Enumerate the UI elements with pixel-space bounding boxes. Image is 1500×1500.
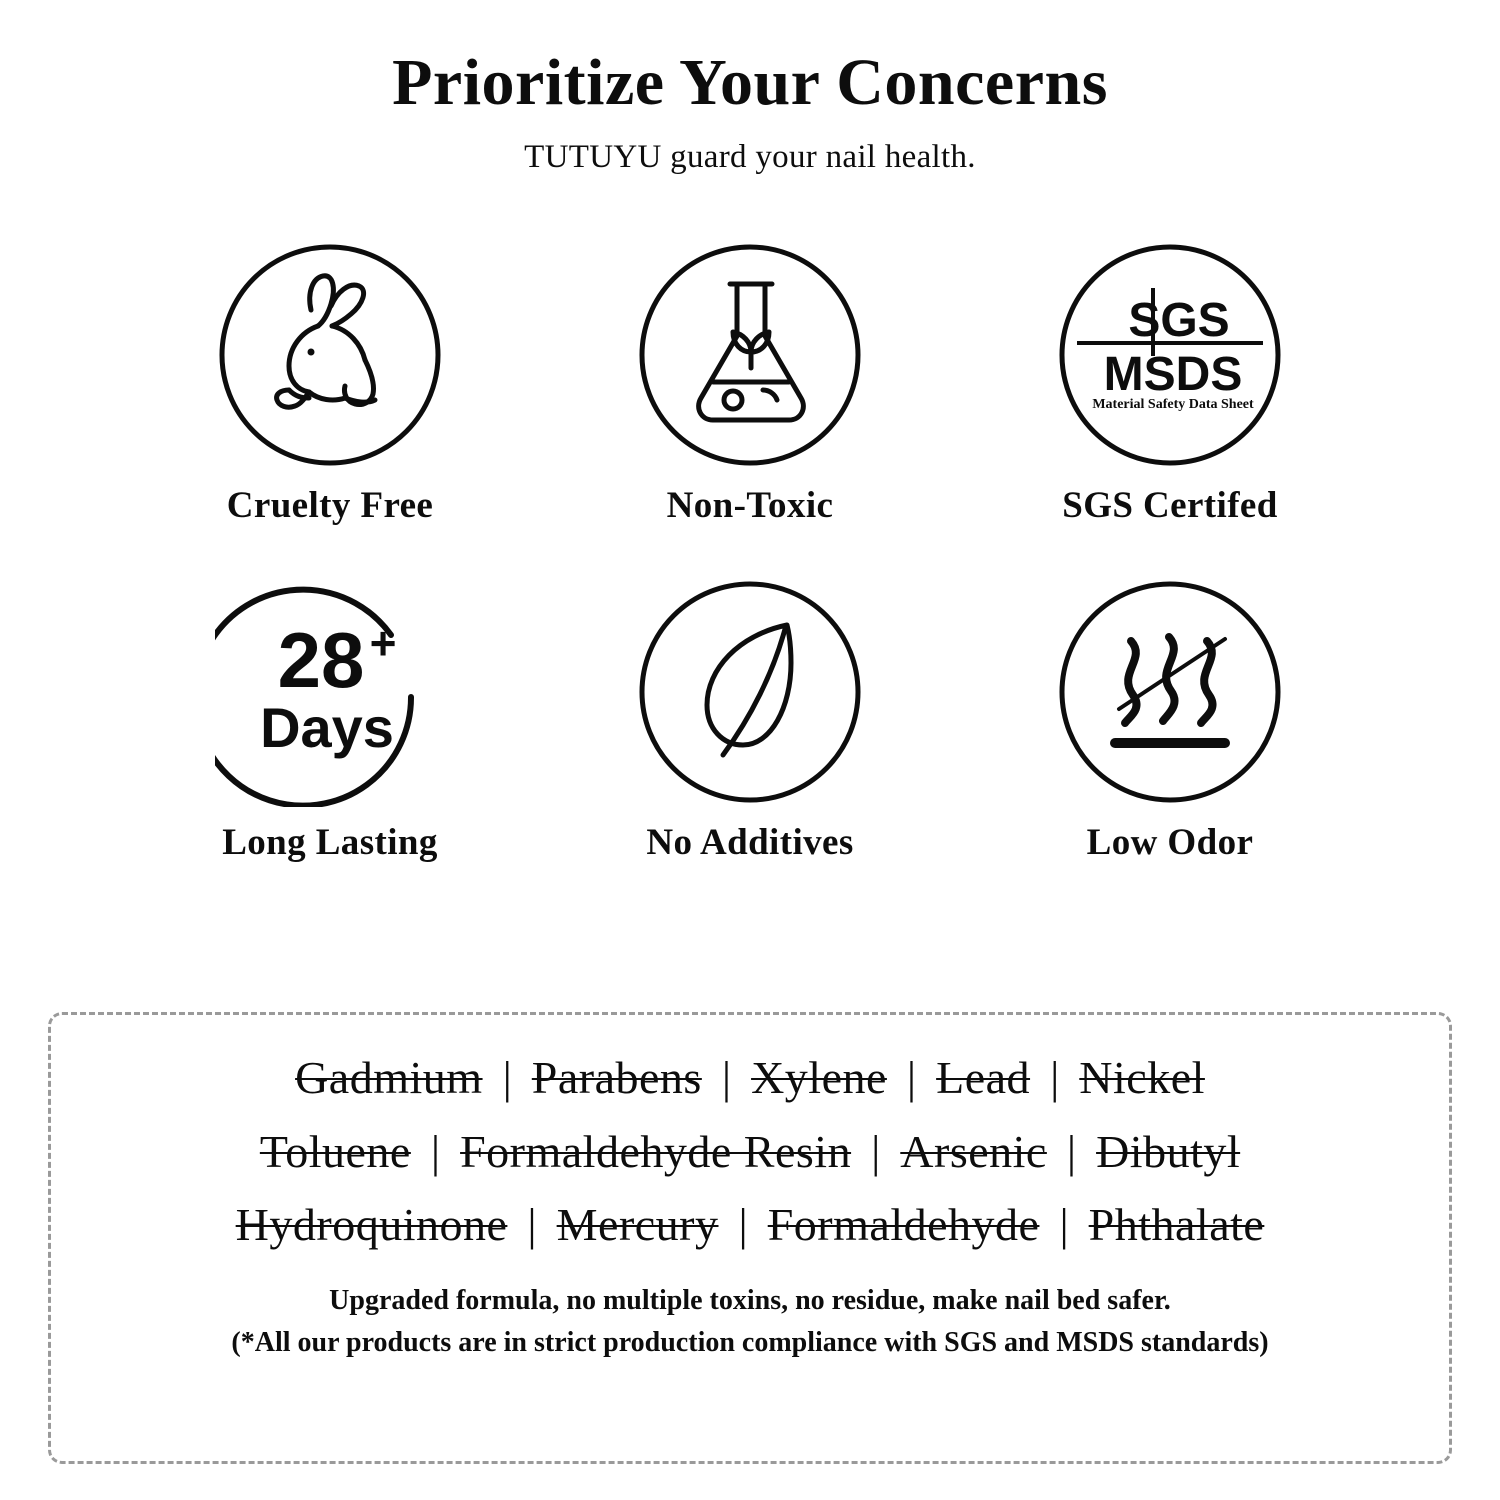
- feature-low-odor: [960, 577, 1380, 864]
- header: [0, 0, 1500, 176]
- note-line: (*All our products are in strict production compliance with SGS and MSDS standards): [231, 1326, 1269, 1358]
- separator: |: [906, 1052, 917, 1103]
- free-from-item: Arsenic: [900, 1125, 1047, 1177]
- 28-plus-days-icon: [215, 577, 445, 807]
- feature-grid: [0, 240, 1500, 864]
- separator: |: [1059, 1199, 1069, 1250]
- svg-text:Days: Days: [260, 696, 394, 760]
- no-odor-icon: [1055, 577, 1285, 807]
- free-from-item: Phthalate: [1088, 1199, 1265, 1250]
- separator: |: [1066, 1125, 1077, 1177]
- free-from-item: Nickel: [1079, 1052, 1205, 1103]
- separator: |: [1050, 1052, 1060, 1103]
- separator: |: [738, 1199, 748, 1250]
- feature-non-toxic: [540, 240, 960, 527]
- feature-label: Cruelty Free: [226, 485, 434, 527]
- free-from-item: Parabens: [531, 1052, 702, 1103]
- free-from-item: Toluene: [259, 1125, 411, 1177]
- separator: |: [502, 1052, 512, 1103]
- free-from-item: Formaldehyde Resin: [460, 1125, 852, 1177]
- separator: |: [721, 1052, 732, 1103]
- svg-text:SGS: SGS: [1128, 294, 1230, 348]
- separator: |: [527, 1199, 537, 1250]
- sgs-msds-icon: [1055, 240, 1285, 470]
- svg-text:28: 28: [277, 616, 365, 705]
- free-from-row: [81, 1123, 1419, 1181]
- free-from-row: [81, 1196, 1419, 1254]
- free-from-item: Lead: [936, 1052, 1031, 1103]
- feature-label: Non-Toxic: [666, 485, 834, 527]
- feature-label: Low Odor: [1086, 822, 1254, 864]
- feature-label: SGS Certifed: [1062, 485, 1278, 527]
- free-from-item: Xylene: [751, 1052, 887, 1103]
- free-from-list: [81, 1049, 1419, 1254]
- page-subtitle: TUTUYU guard your nail health.: [524, 139, 976, 176]
- free-from-row: [81, 1049, 1419, 1107]
- feature-long-lasting: [120, 577, 540, 864]
- note-line: Upgraded formula, no multiple toxins, no residue, make nail bed safer.: [329, 1284, 1171, 1316]
- free-from-box: [48, 1012, 1452, 1464]
- free-from-item: Dibutyl: [1096, 1125, 1241, 1177]
- free-from-item: Hydroquinone: [235, 1199, 508, 1250]
- feature-no-additives: [540, 577, 960, 864]
- free-from-notes: [81, 1280, 1419, 1364]
- feature-label: Long Lasting: [222, 822, 438, 864]
- free-from-item: Mercury: [556, 1199, 719, 1250]
- page-title: Prioritize Your Concerns: [392, 46, 1108, 119]
- flask-leaf-icon: [635, 240, 865, 470]
- svg-text:Material Safety Data Sheet: Material Safety Data Sheet: [1092, 397, 1254, 413]
- feature-cruelty-free: [120, 240, 540, 527]
- rabbit-icon: [215, 240, 445, 470]
- separator: |: [871, 1125, 881, 1177]
- free-from-item: Formaldehyde: [767, 1199, 1040, 1250]
- feature-sgs-certified: [960, 240, 1380, 527]
- free-from-item: Gadmium: [295, 1052, 483, 1103]
- leaf-icon: [635, 577, 865, 807]
- feature-label: No Additives: [646, 822, 854, 864]
- svg-text:+: +: [369, 617, 397, 670]
- svg-text:MSDS: MSDS: [1103, 348, 1243, 402]
- separator: |: [430, 1125, 441, 1177]
